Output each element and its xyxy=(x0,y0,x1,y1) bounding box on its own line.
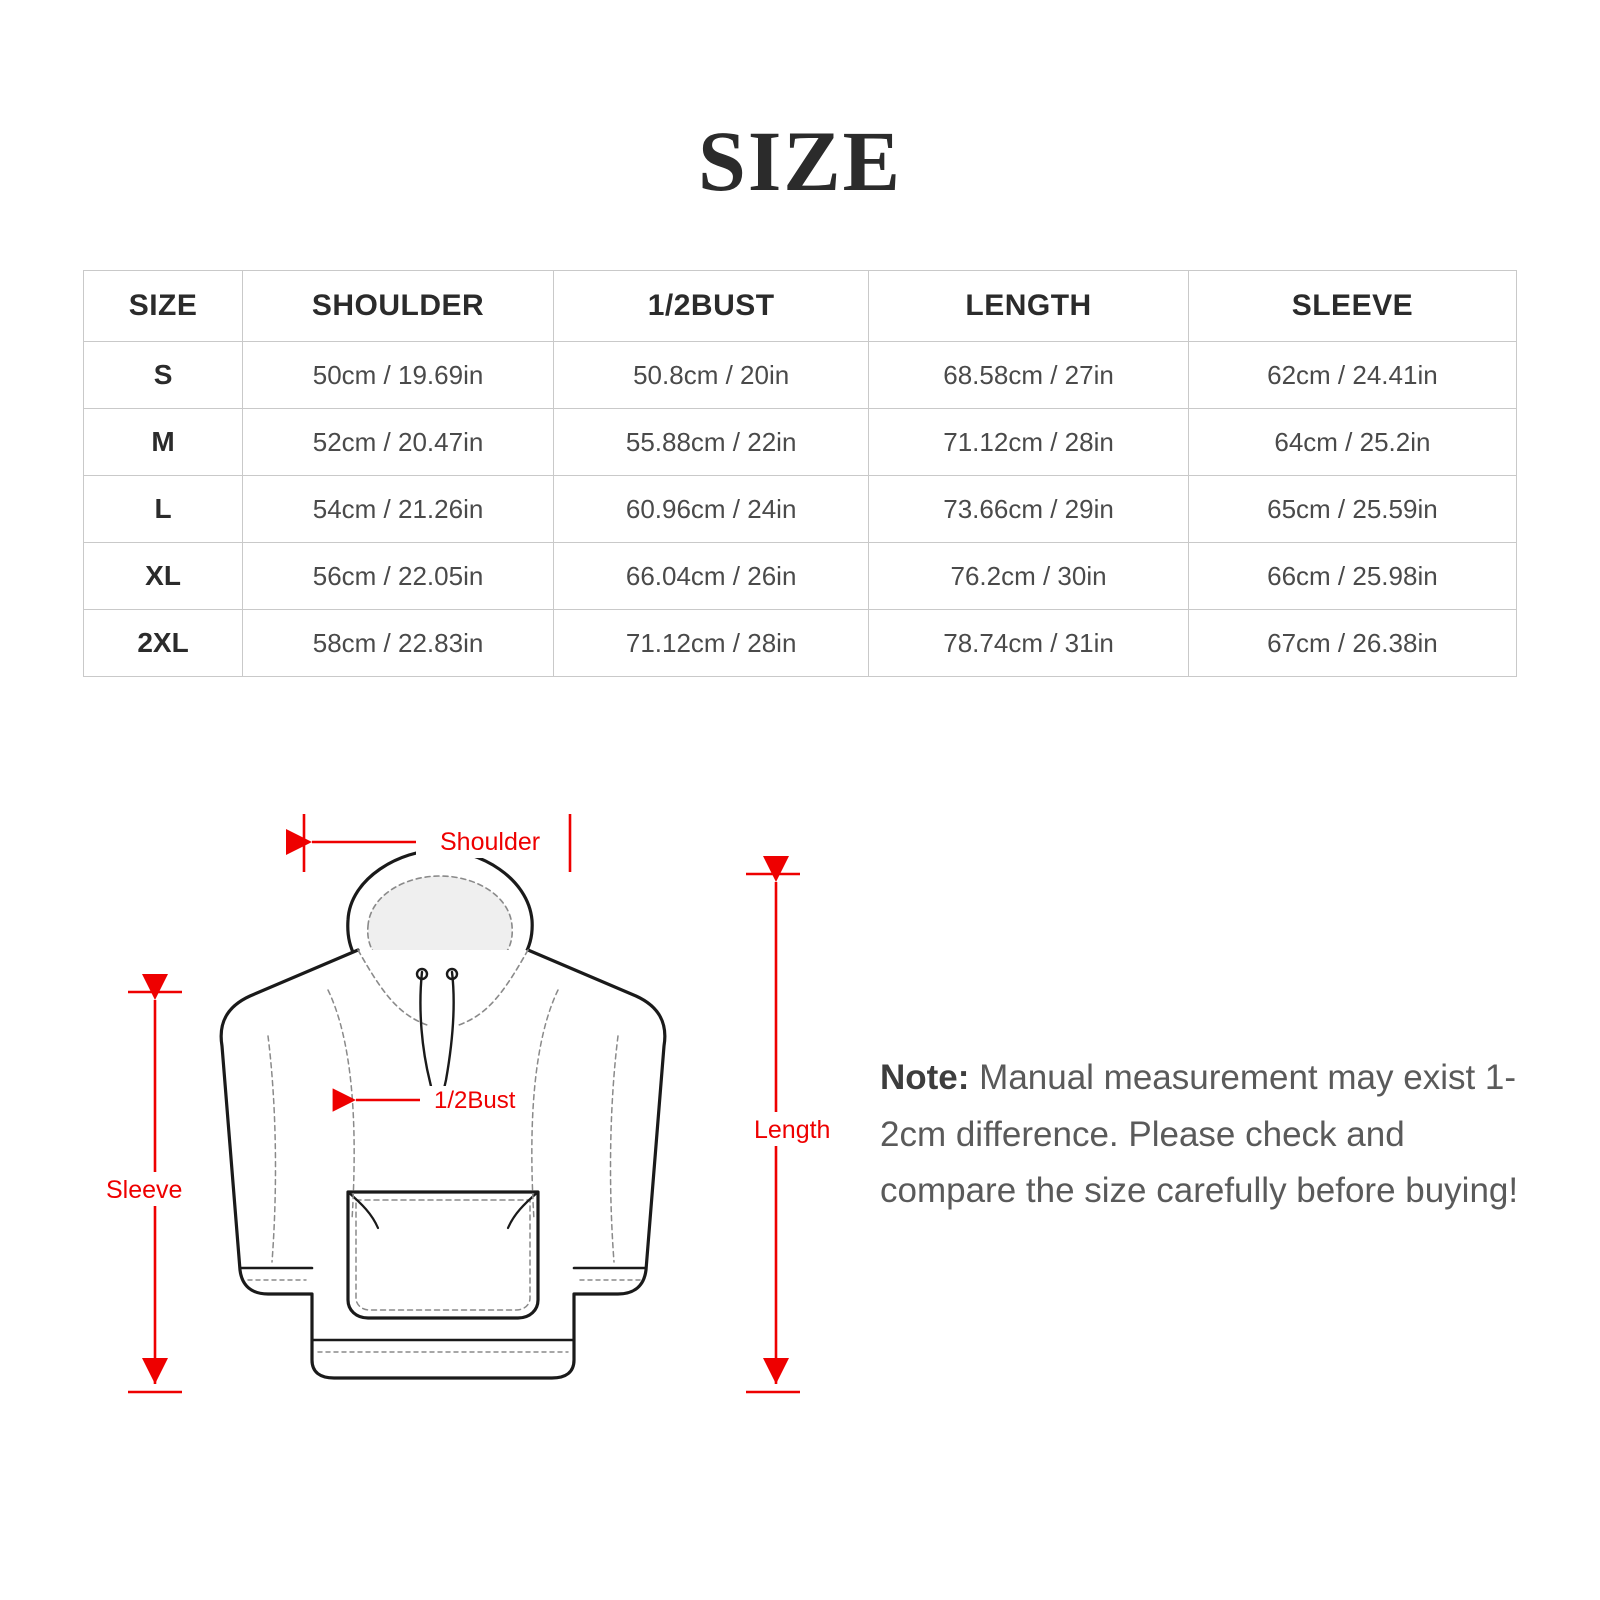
table-row xyxy=(84,476,1517,543)
cell-bust: 50.8cm / 20in xyxy=(554,342,869,409)
cell-size: S xyxy=(84,342,243,409)
label-length: Length xyxy=(754,1116,831,1144)
cell-shoulder: 54cm / 21.26in xyxy=(243,476,554,543)
cell-sleeve: 66cm / 25.98in xyxy=(1188,543,1516,610)
cell-sleeve: 65cm / 25.59in xyxy=(1188,476,1516,543)
size-table xyxy=(83,270,1517,677)
cell-size: 2XL xyxy=(84,610,243,677)
label-bust: 1/2Bust xyxy=(434,1087,516,1114)
cell-shoulder: 56cm / 22.05in xyxy=(243,543,554,610)
column-header-shoulder: SHOULDER xyxy=(243,271,554,342)
table-header-row xyxy=(84,271,1517,342)
label-sleeve: Sleeve xyxy=(106,1176,183,1204)
table-row xyxy=(84,543,1517,610)
cell-bust: 71.12cm / 28in xyxy=(554,610,869,677)
column-header-bust: 1/2BUST xyxy=(554,271,869,342)
cell-size: L xyxy=(84,476,243,543)
note-label: Note: xyxy=(880,1058,970,1097)
cell-shoulder: 52cm / 20.47in xyxy=(243,409,554,476)
cell-size: M xyxy=(84,409,243,476)
note-text: Manual measurement may exist 1-2cm difference. Please check and compare the size carefully before buying! xyxy=(880,1058,1519,1211)
cell-size: XL xyxy=(84,543,243,610)
cell-length: 68.58cm / 27in xyxy=(869,342,1189,409)
page-title: SIZE xyxy=(697,113,903,209)
cell-sleeve: 67cm / 26.38in xyxy=(1188,610,1516,677)
cell-bust: 66.04cm / 26in xyxy=(554,543,869,610)
label-shoulder: Shoulder xyxy=(440,828,541,856)
column-header-sleeve: SLEEVE xyxy=(1188,271,1516,342)
cell-length: 73.66cm / 29in xyxy=(869,476,1189,543)
column-header-size: SIZE xyxy=(84,271,243,342)
cell-length: 71.12cm / 28in xyxy=(869,409,1189,476)
measurement-diagram xyxy=(100,800,860,1500)
size-table-container xyxy=(83,270,1517,677)
cell-bust: 55.88cm / 22in xyxy=(554,409,869,476)
cell-sleeve: 64cm / 25.2in xyxy=(1188,409,1516,476)
cell-bust: 60.96cm / 24in xyxy=(554,476,869,543)
measurement-note xyxy=(880,1050,1520,1220)
table-row xyxy=(84,610,1517,677)
table-row xyxy=(84,342,1517,409)
cell-sleeve: 62cm / 24.41in xyxy=(1188,342,1516,409)
cell-length: 76.2cm / 30in xyxy=(869,543,1189,610)
table-row xyxy=(84,409,1517,476)
cell-shoulder: 58cm / 22.83in xyxy=(243,610,554,677)
column-header-length: LENGTH xyxy=(869,271,1189,342)
cell-shoulder: 50cm / 19.69in xyxy=(243,342,554,409)
cell-length: 78.74cm / 31in xyxy=(869,610,1189,677)
